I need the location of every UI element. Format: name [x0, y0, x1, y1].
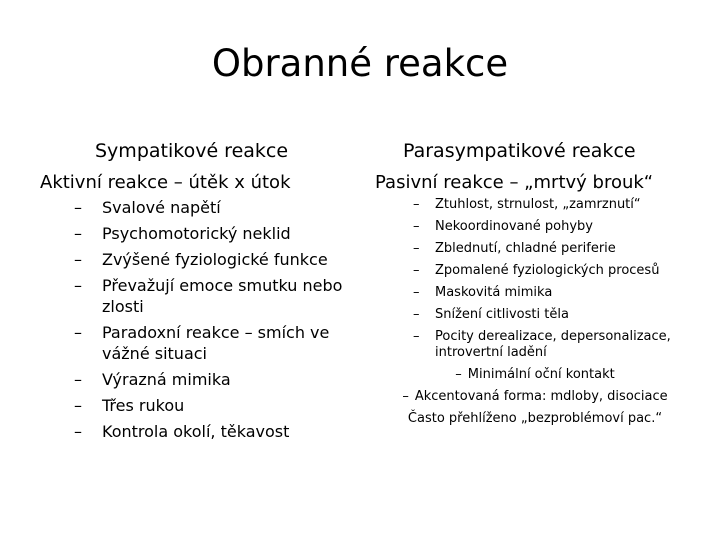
parasympathetic-heading: Parasympatikové reakce — [403, 140, 636, 162]
list-item: – Akcentovaná forma: mdloby, disociace — [375, 389, 695, 405]
list-item: – Paradoxní reakce – smích ve vážné situaci — [40, 322, 360, 364]
list-item: – Maskovitá mimika — [375, 285, 695, 301]
list-item: – Zvýšené fyziologické funkce — [40, 249, 360, 270]
list-item: – Pocity derealizace, depersonalizace, introvertní ladění — [375, 329, 695, 361]
list-item: – Minimální oční kontakt — [375, 367, 695, 383]
list-item: – Zblednutí, chladné periferie — [375, 241, 695, 257]
parasympathetic-column — [375, 140, 695, 426]
list-item: – Kontrola okolí, těkavost — [40, 421, 360, 442]
parasympathetic-note: Často přehlíženo „bezproblémoví pac.“ — [407, 411, 663, 426]
sympathetic-subtitle: Aktivní reakce – útěk x útok — [40, 172, 291, 193]
list-item: – Převažují emoce smutku nebo zlosti — [40, 275, 360, 317]
list-item: – Výrazná mimika — [40, 369, 360, 390]
sympathetic-heading: Sympatikové reakce — [95, 140, 289, 162]
list-item: – Třes rukou — [40, 395, 360, 416]
list-item: – Psychomotorický neklid — [40, 223, 360, 244]
list-item: – Zpomalené fyziologických procesů — [375, 263, 695, 279]
list-item: – Snížení citlivosti těla — [375, 307, 695, 323]
parasympathetic-subtitle: Pasivní reakce – „mrtvý brouk“ — [375, 172, 654, 193]
list-item: – Svalové napětí — [40, 197, 360, 218]
sympathetic-column — [40, 140, 360, 447]
list-item: – Nekoordinované pohyby — [375, 219, 695, 235]
slide-title: Obranné reakce — [211, 42, 509, 85]
sympathetic-list — [40, 197, 360, 442]
list-item: – Ztuhlost, strnulost, „zamrznutí“ — [375, 197, 695, 213]
parasympathetic-list — [375, 197, 695, 405]
